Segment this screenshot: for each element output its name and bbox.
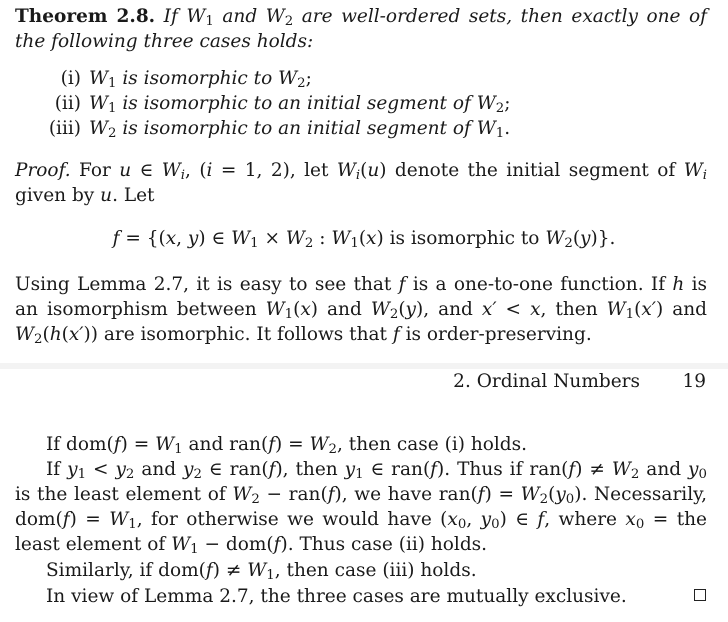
proof-paragraph: Proof. For u ∈ $W_i$, (i = 1, 2), let $W_i(u)$ denote the initial segment of $W_i$ given by u. Let: [15, 160, 707, 206]
proof-label: Proof.: [15, 160, 71, 181]
continuation-paragraph-2: If $y_1 < y_2$ and $y_2$ ∈ ran(f), then $y_1$ ∈ ran(f). Thus if $ran(f) \ne W_2$ and $y_0$ is the least element of $W_2 - ran(f)$, we have $ran(f) = W_2(y_0)$. Necessarily, $dom(f) = W_1$, for otherwise we would have ($x_0$, $y_0$) ∈ f, where $x_0$ = the least element of $W_1 - dom(f)$. Thus case (ii) holds.: [15, 459, 708, 557]
case-text: $W_2$ is isomorphic to an initial segment of $W_1$.: [89, 118, 511, 141]
case-number: (ii): [54, 93, 81, 114]
theorem-intro: If $W_1$ and $W_2$ are well-ordered sets, then exactly one of the following three cases holds:: [15, 6, 707, 52]
case-number: (i): [60, 68, 81, 89]
case-text: $W_1$ is isomorphic to $W_2$;: [89, 68, 312, 91]
qed-symbol: [694, 584, 706, 605]
display-equation: f = {(x, y) ∈ $W_1 \times W_2$ : $W_1(x)$ is isomorphic to $W_2(y)$}.: [112, 228, 616, 251]
continuation-paragraph-4: In view of Lemma 2.7, the three cases are mutually exclusive.: [46, 586, 627, 607]
case-number: (iii): [48, 118, 81, 139]
continuation-paragraph-1: If $dom(f) = W_1$ and $ran(f) = W_2$, then case (i) holds.: [46, 434, 528, 457]
theorem-statement: [15, 4, 707, 54]
theorem-label: Theorem 2.8.: [15, 6, 156, 27]
page-number: 19: [682, 371, 706, 392]
running-header: [0, 371, 728, 395]
chapter-title: 2. Ordinal Numbers: [453, 371, 640, 392]
case-text: $W_1$ is isomorphic to an initial segment of $W_2$;: [89, 93, 511, 116]
proof-paragraph-2: Using Lemma 2.7, it is easy to see that f is a one-to-one function. If h is an isomorphism between $W_1(x)$ and $W_2(y)$, and x′ < x, then $W_1(x')$ and $W_2(h(x'))$ are isomorphic. It follows that f is order-preserving.: [15, 274, 708, 347]
case-item: [15, 116, 707, 141]
qed-box-icon: [694, 589, 706, 601]
page-break: [0, 363, 728, 369]
case-item: [15, 66, 707, 91]
continuation-paragraph-3: Similarly, if $dom(f) \ne W_1$, then case (iii) holds.: [46, 560, 477, 583]
case-item: [15, 91, 707, 116]
theorem-cases: [15, 66, 707, 141]
